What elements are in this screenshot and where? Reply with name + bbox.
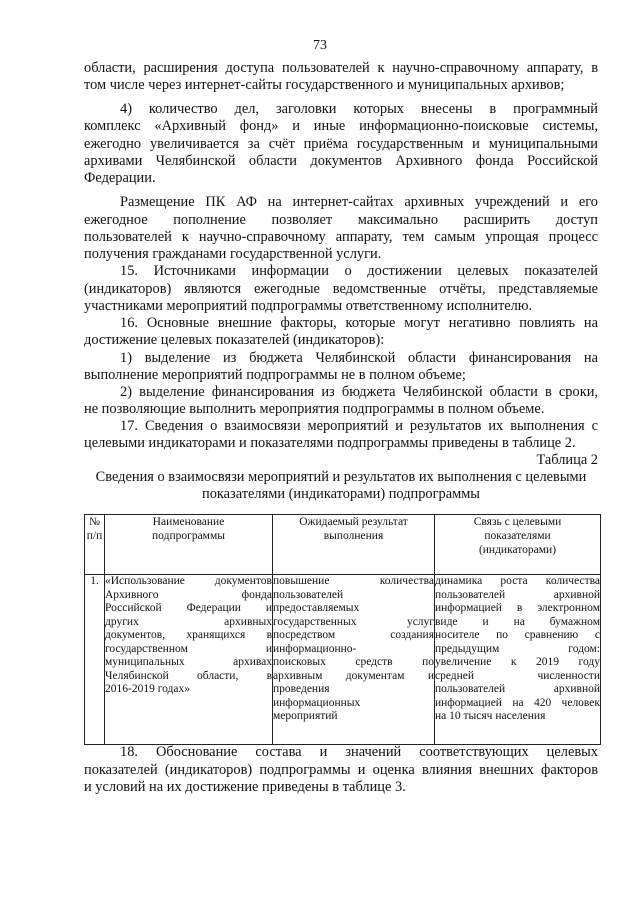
cell-indicators xyxy=(435,575,601,745)
cell-line: муниципальных архивах xyxy=(105,656,272,668)
cell-line: государственных услуг xyxy=(273,615,434,628)
cell-line: на 10 тысяч населения xyxy=(435,710,546,722)
row-number: 1. xyxy=(85,575,105,745)
table-row xyxy=(85,575,601,745)
header-subprogram xyxy=(105,515,273,575)
cell-line: информационных xyxy=(273,696,361,709)
page-number: 73 xyxy=(313,38,327,53)
cell-line: пользователей архивной xyxy=(435,683,600,695)
text-line: Сведения о взаимосвязи мероприятий и результатов их выполнения с целевыми xyxy=(95,469,587,485)
text-line: 17. Сведения о взаимосвязи мероприятий и результатов их выполнения с xyxy=(120,418,598,434)
cell-line: Архивного фонда xyxy=(105,588,272,601)
text-line: 16. Основные внешние факторы, которые могут негативно повлиять на xyxy=(120,315,598,331)
cell-line: поисковых средств по xyxy=(273,656,434,668)
cell-line: информацией в электронном xyxy=(435,602,600,614)
text-line: 2) выделение финансирования из бюджета Челябинской области в сроки, xyxy=(120,384,598,400)
cell-line: носителе по сравнению с xyxy=(435,629,600,641)
header-indicators xyxy=(435,515,601,575)
cell-result xyxy=(273,575,435,745)
text-line: области, расширения доступа пользователей к научно-справочному аппарату, в xyxy=(84,60,598,76)
cell-line: пользователей архивной xyxy=(435,588,600,601)
header-line: (индикаторами) xyxy=(478,544,557,556)
cell-line: средней численности xyxy=(435,669,600,682)
table-2 xyxy=(84,514,601,745)
text-line: не позволяющие выполнить мероприятия подпрограммы в полном объеме. xyxy=(84,401,545,417)
text-line: достижение целевых показателей (индикаторов): xyxy=(84,332,385,348)
cell-line: посредством создания xyxy=(273,629,434,641)
text-line: участниками мероприятий подпрограммы ответственному исполнителю. xyxy=(84,298,533,314)
text-line: 4) количество дел, заголовки которых внесены в программный xyxy=(120,101,598,117)
text-line: (индикаторов) являются ежегодные ведомственные отчёты, представляемые xyxy=(84,281,598,297)
header-line: подпрограммы xyxy=(152,530,225,542)
text-line: ежегодно увеличивается за счёт приёма государственным и муниципальными xyxy=(84,136,598,152)
cell-line: предыдущим годом: xyxy=(435,642,600,655)
cell-line: архивным документам и xyxy=(273,669,434,682)
text-line: выполнение мероприятий подпрограммы не в полном объеме; xyxy=(84,367,466,383)
cell-line: виде и на бумажном xyxy=(435,615,600,628)
text-line: получения гражданами государственной услуги. xyxy=(84,246,382,262)
header-line: Наименование xyxy=(152,516,225,528)
header-line: п/п xyxy=(86,530,103,542)
table-header-row xyxy=(85,515,601,575)
text-line: целевыми индикаторами и показателями подпрограммы приведены в таблице 2. xyxy=(84,435,576,451)
text-line: 18. Обоснование состава и значений соответствующих целевых xyxy=(120,744,598,760)
cell-line: «Использование документов xyxy=(105,575,272,587)
cell-line: увеличение к 2019 году xyxy=(435,656,600,668)
cell-line: других архивных xyxy=(105,615,272,628)
cell-line: 2016-2019 годах» xyxy=(105,683,191,695)
header-result xyxy=(273,515,435,575)
text-line: комплекс «Архивный фонд» и иные информационно-поисковые системы, xyxy=(84,118,598,134)
header-line: выполнения xyxy=(323,530,384,542)
header-line: № xyxy=(89,516,100,528)
text-line: 1) выделение из бюджета Челябинской области финансирования на xyxy=(120,350,598,366)
header-line: Связь с целевыми xyxy=(473,516,562,528)
cell-line: повышение количества xyxy=(273,575,434,587)
text-line: архивами Челябинской области документов Архивного фонда Российской xyxy=(84,153,598,169)
text-line: Федерации. xyxy=(84,170,156,186)
cell-subprogram xyxy=(105,575,273,745)
text-line: 15. Источниками информации о достижении целевых показателей xyxy=(120,263,598,279)
header-line: показателями xyxy=(484,530,551,542)
text-line: Таблица 2 xyxy=(536,452,598,468)
text-line: ежегодное пополнение позволяет максимально расширить доступ xyxy=(84,212,598,228)
cell-line: Российской Федерации и xyxy=(105,602,272,614)
header-num xyxy=(85,515,105,575)
text-line: показателей (индикаторов) подпрограммы и оценка влияния внешних факторов xyxy=(84,762,598,778)
cell-line: документов, хранящихся в xyxy=(105,629,272,641)
text-line: показателями (индикаторами) подпрограммы xyxy=(202,486,480,502)
cell-line: предоставляемых xyxy=(273,602,360,614)
cell-line: информацией на 420 человек xyxy=(435,696,600,709)
cell-line: мероприятий xyxy=(273,710,338,722)
cell-line: государственном и xyxy=(105,642,272,655)
text-line: и условий на их достижение приведены в таблице 3. xyxy=(84,779,406,795)
text-line: Размещение ПК АФ на интернет-сайтах архивных учреждений и его xyxy=(120,194,598,210)
cell-line: пользователей xyxy=(273,588,344,601)
text-line: том числе через интернет-сайты государственного и муниципальных архивов; xyxy=(84,77,565,93)
header-line: Ожидаемый результат xyxy=(299,516,408,528)
cell-line: проведения xyxy=(273,683,330,695)
cell-line: информационно- xyxy=(273,642,357,655)
cell-line: Челябинской области, в xyxy=(105,669,272,682)
text-line: пользователей к научно-справочному аппарату, тем самым упрощая процесс xyxy=(84,229,598,245)
cell-line: динамика роста количества xyxy=(435,575,600,587)
